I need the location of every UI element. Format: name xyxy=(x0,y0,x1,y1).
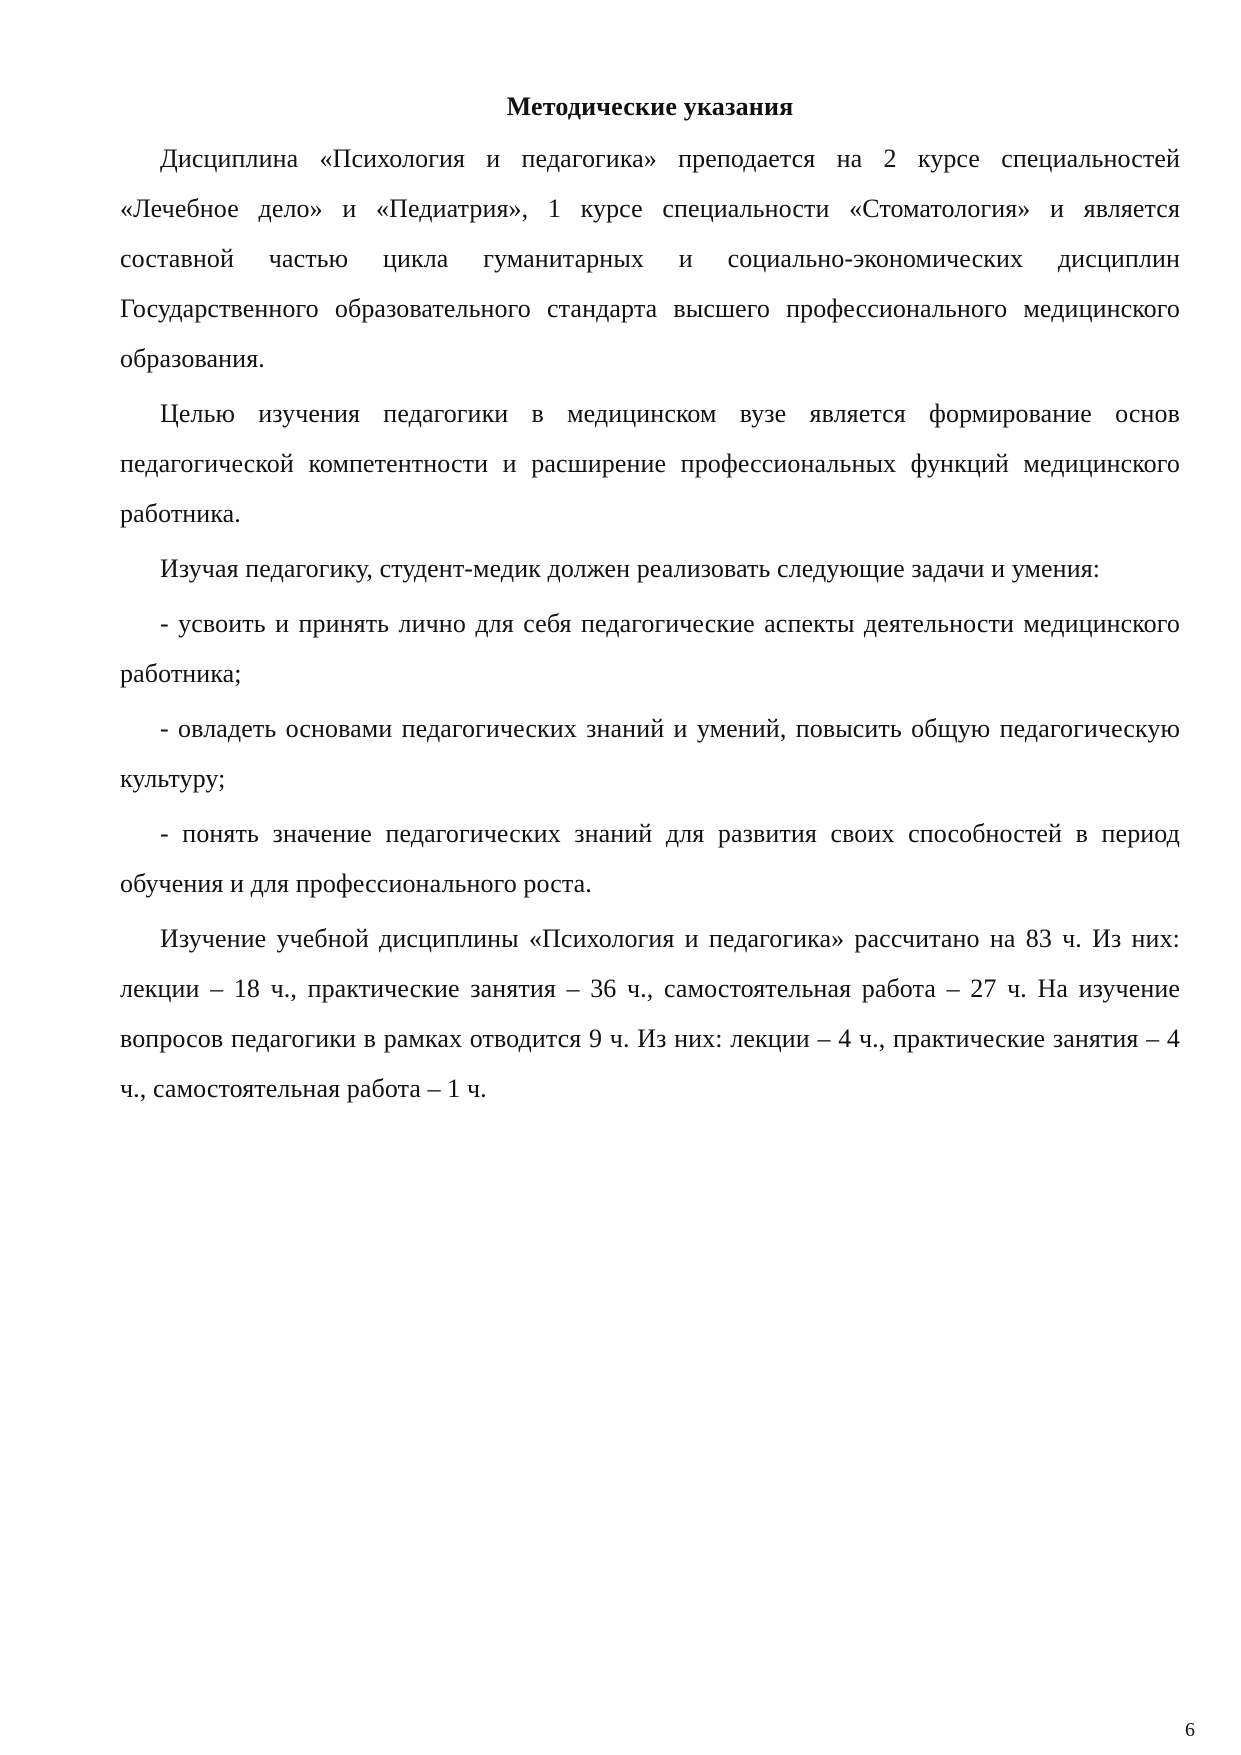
paragraph-tasks-intro: Изучая педагогику, студент-медик должен реализовать следующие задачи и умения: xyxy=(160,554,1101,583)
paragraph-hours: Изучение учебной дисциплины «Психология и педагогика» рассчитано на 83 ч. Из них: лекции – 18 ч., практические занятия – 36 ч., самостоятельная работа – 27 ч. На изучение вопросов педагогики в рамках отводится 9 ч. Из них: лекции – 4 ч., практические занятия – 4 ч., самостоятельная работа – 1 ч. xyxy=(120,924,1180,1103)
page-number: 6 xyxy=(1185,1719,1195,1741)
list-item-task-1: - усвоить и принять лично для себя педагогические аспекты деятельности медицинского работника; xyxy=(120,609,1180,688)
page-title: Методические указания xyxy=(506,92,794,121)
document-content xyxy=(120,90,1180,1119)
list-item-task-2: - овладеть основами педагогических знаний и умений, повысить общую педагогическую культуру; xyxy=(120,714,1180,793)
paragraph-goal: Целью изучения педагогики в медицинском вузе является формирование основ педагогической компетентности и расширение профессиональных функций медицинского работника. xyxy=(120,399,1180,528)
list-item-task-3: - понять значение педагогических знаний для развития своих способностей в период обучения и для профессионального роста. xyxy=(120,819,1180,898)
paragraph-intro: Дисциплина «Психология и педагогика» преподается на 2 курсе специальностей «Лечебное дело» и «Педиатрия», 1 курсе специальности «Стоматология» и является составной частью цикла гуманитарных и социально-экономических дисциплин Государственного образовательного стандарта высшего профессионального медицинского образования. xyxy=(120,144,1180,373)
